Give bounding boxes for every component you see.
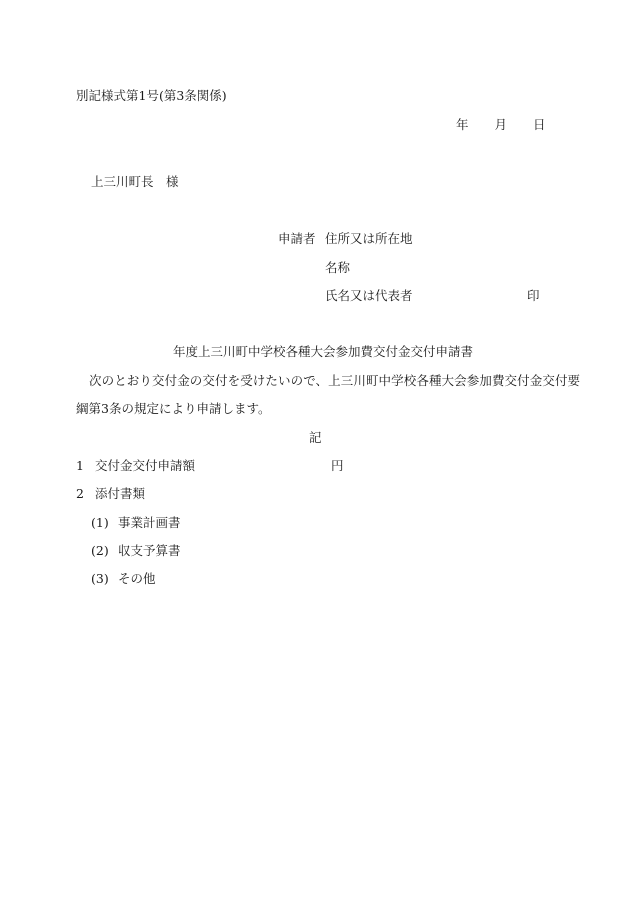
seal-mark: 印 — [527, 288, 540, 303]
name-label: 名称 — [325, 260, 351, 275]
item-number: 1 — [76, 458, 84, 473]
attachment-number: (2) — [91, 543, 109, 558]
date-month-label: 月 — [494, 117, 508, 132]
attachment-number: (1) — [91, 515, 109, 530]
ki-heading: 記 — [309, 430, 322, 445]
date-day-label: 日 — [533, 117, 546, 132]
item-text-attachments: 添付書類 — [95, 486, 146, 501]
representative-label: 氏名又は代表者 — [325, 288, 413, 303]
address-label: 住所又は所在地 — [325, 231, 413, 246]
date-year-label: 年 — [456, 117, 469, 132]
addressee: 上三川町長 様 — [91, 174, 179, 189]
form-label: 別記様式第1号(第3条関係) — [76, 88, 227, 103]
attachment-number: (3) — [91, 571, 109, 586]
item-number: 2 — [76, 486, 84, 501]
body-text-line-1: 次のとおり交付金の交付を受けたいので、上三川町中学校各種大会参加費交付金交付要 — [89, 373, 581, 388]
attachment-text: 事業計画書 — [118, 515, 181, 530]
body-text-line-2: 綱第3条の規定により申請します。 — [76, 401, 271, 416]
attachment-text: 収支予算書 — [118, 543, 181, 558]
document-title: 年度上三川町中学校各種大会参加費交付金交付申請書 — [173, 344, 474, 359]
applicant-label: 申請者 — [278, 231, 316, 246]
item-text-application-amount: 交付金交付申請額 — [95, 458, 196, 473]
attachment-text: その他 — [118, 571, 156, 586]
date-line — [456, 119, 546, 132]
item-unit-yen: 円 — [331, 458, 344, 473]
